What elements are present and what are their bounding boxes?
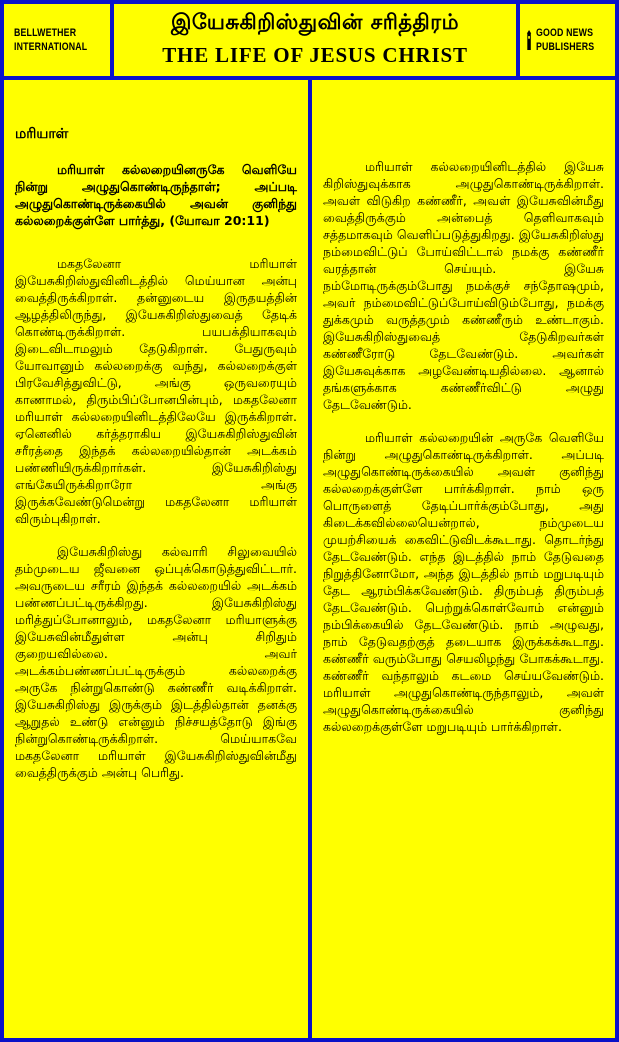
good-news-logo bbox=[520, 4, 615, 76]
section-heading: மரியாள் bbox=[15, 126, 69, 142]
bellwether-logo bbox=[4, 4, 110, 76]
left-paragraph-2: இயேசுகிறிஸ்து கல்வாரி சிலுவையில் தம்முடைய ஜீவனை ஒப்புக்கொடுத்துவிட்டார். அவருடைய சரீரம் இந்தக் கல்லறையில் அடக்கம் பண்ணப்பட்டிருக்கிறது. இயேசுகிறிஸ்து மரித்துப்போனாலும், மகதலேனா மரியாளுக்கு இயேசுவின்மீதுள்ள அன்பு சிறிதும் குறையவில்லை. அவர் அடக்கம்பண்ணப்பட்டிருக்கும் கல்லறைக்கு அருகே நின்றுகொண்டு கண்ணீர் வடிக்கிறாள். இயேசுகிறிஸ்து இருக்கும் இடத்தில்தான் தனக்கு ஆறுதல் உண்டு என்னும் நிச்சயத்தோடு இங்கு நின்றுகொண்டிருக்கிறாள். மெய்யாகவே மகதலேனா மரியாள் இயேசுகிறிஸ்துவின்மீது வைத்திருக்கும் அன்பு பெரிது. bbox=[15, 544, 297, 780]
left-logo-line2: INTERNATIONAL bbox=[14, 41, 88, 53]
right-paragraph-2: மரியாள் கல்லறையின் அருகே வெளியே நின்று அழுதுகொண்டிருக்கிறாள். அப்படி அழுதுகொண்டிருக்கையில் அவள் குனிந்து கல்லறைக்குள்ளே பார்க்கிறாள். நாம் ஒரு பொருளைத் தேடிப்பார்க்கும்போது, அது கிடைக்கவில்லையென்றால், நம்முடைய முயற்சியைக் கைவிட்டுவிடக்கூடாது. தொடர்ந்து தேடவேண்டும். எந்த இடத்தில் நாம் தேடுவதை நிறுத்தினோமோ, அந்த இடத்தில் நாம் மறுபடியும் தேட ஆரம்பிக்கவேண்டும். திரும்பத் திரும்பத் தேடவேண்டும். பெற்றுக்கொள்வோம் என்னும் நம்பிக்கையில் தேடவேண்டும். நாம் அழுவது, நாம் தேடுவதற்குத் தடையாக இருக்கக்கூடாது. கண்ணீர் வரும்போது செயலிழந்து போகக்கூடாது. கண்ணீர் வந்தாலும் கடமை செய்யவேண்டும். மரியாள் அழுதுகொண்டிருந்தாலும், அவள் அழுதுகொண்டிருக்கையில் குனிந்து கல்லறைக்குள்ளே மறுபடியும் பார்க்கிறாள். bbox=[323, 430, 604, 734]
right-column bbox=[312, 80, 615, 1038]
left-column bbox=[4, 80, 308, 1038]
tower-icon bbox=[526, 17, 532, 63]
left-logo-line1: BELLWETHER bbox=[14, 27, 77, 39]
right-logo-line2: PUBLISHERS bbox=[536, 41, 595, 53]
bible-verse: மரியாள் கல்லறையினருகே வெளியே நின்று அழுதுகொண்டிருந்தாள்; அப்படி அழுதுகொண்டிருக்கையில் அவன் குனிந்து கல்லறைக்குள்ளே பார்த்து, (யோவா 20:11) bbox=[15, 162, 297, 228]
page-header bbox=[114, 4, 516, 76]
title-english: THE LIFE OF JESUS CHRIST bbox=[162, 43, 468, 67]
right-paragraph-1: மரியாள் கல்லறையினிடத்தில் இயேசு கிறிஸ்துவுக்காக அழுதுகொண்டிருக்கிறாள். அவள் விடுகிற கண்ணீர், அவள் இயேசுவின்மீது வைத்திருக்கும் அன்பைத் தெளிவாகவும் சத்தமாகவும் வெளிப்படுத்துகிறது. இயேசுகிறிஸ்து நம்மைவிட்டுப் போய்விட்டால் நமக்கு கண்ணீர் வரத்தான் செய்யும். இயேசு நம்மோடிருக்கும்போது நமக்குச் சந்தோஷமும், அவர் நம்மைவிட்டுப்போய்விடும்போது, நமக்கு துக்கமும் வருத்தமும் கண்ணீரும் உண்டாகும். இயேசுகிறிஸ்துவைத் தேடுகிறவர்கள் கண்ணீரோடு தேடவேண்டும். அவர்கள் இயேசுவுக்காக அழவேண்டியதில்லை. ஆனால் தங்களுக்காக கண்ணீர்விட்டு அழுது தேடவேண்டும். bbox=[323, 159, 604, 412]
left-paragraph-1: மகதலேனா மரியாள் இயேசுகிறிஸ்துவினிடத்தில் மெய்யான அன்பு வைத்திருக்கிறாள். தன்னுடைய இருதயத்தின் ஆழத்திலிருந்து, இயேசுகிறிஸ்துவைத் தேடிக் கொண்டிருக்கிறாள். பயபக்தியாகவும் இடைவிடாமலும் தேடுகிறாள். பேதுருவும் யோவானும் கல்லறைக்கு வந்து, கல்லறைக்குள் பிரவேசித்துவிட்டு, அங்கு ஒருவரையும் காணாமல், திரும்பிப்போனபின்பும், மகதலேனா மரியாள் கல்லறையினிடத்திலேயே இருக்கிறாள். ஏனெனில் கர்த்தராகிய இயேசுகிறிஸ்துவின் சரீரத்தை இந்தக் கல்லறையில்தான் அடக்கம் பண்ணியிருக்கிறார்கள். இயேசுகிறிஸ்து எங்கேயிருக்கிறாரோ அங்கு இருக்கவேண்டுமென்று மகதலேனா மரியாள் விரும்புகிறாள். bbox=[15, 256, 297, 526]
right-logo-line1: GOOD NEWS bbox=[536, 27, 594, 39]
title-tamil: இயேசுகிறிஸ்துவின் சரித்திரம் bbox=[170, 10, 460, 34]
